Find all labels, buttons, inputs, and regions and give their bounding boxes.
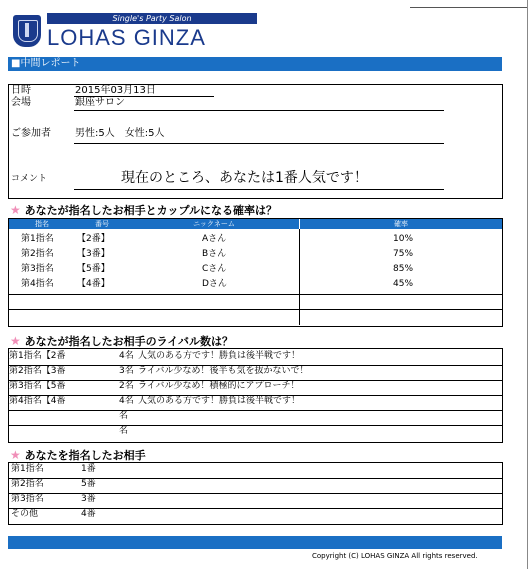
venue-value: 銀座サロン [75, 97, 125, 108]
section3-title: あなたを指名したお相手 [24, 449, 146, 462]
probability-cell: 85% [393, 264, 414, 274]
column-divider [299, 229, 300, 325]
chosen-label: その他 [11, 509, 39, 519]
table-row-divider [9, 294, 502, 295]
nickname-cell: Dさん [202, 279, 227, 289]
report-header-label: ■中間レポート [11, 58, 81, 69]
report-header [8, 57, 502, 71]
chosen-value: 5番 [81, 479, 96, 489]
rank-cell: 第1指名 [21, 234, 54, 244]
participants-underline [74, 142, 444, 144]
probability-cell: 75% [393, 249, 414, 259]
rival-message: ライバル少なめ！後半も気を抜かないで！ [138, 366, 309, 376]
right-edge-line [527, 0, 528, 569]
col-header-nickname: ニックネーム [129, 219, 300, 229]
rival-message: ライバル少なめ！積極的にアプローチ！ [138, 381, 300, 391]
chosen-label: 第3指名 [11, 494, 44, 504]
rank-cell: 第2指名 [21, 249, 54, 259]
rival-label: 第4指名【4番 [9, 396, 66, 406]
number-cell: 【2番】 [77, 234, 110, 244]
col-header-number: 番号 [75, 219, 129, 229]
section2-title-row [10, 333, 233, 349]
chosen-value: 3番 [81, 494, 96, 504]
comment-value: 現在のところ、あなたは1番人気です！ [121, 170, 368, 186]
number-cell: 【5番】 [77, 264, 110, 274]
rival-label: 第1指名【2番 [9, 351, 66, 361]
logo-name: LOHAS GINZA [47, 25, 206, 50]
number-cell: 【3番】 [77, 249, 110, 259]
venue-label: 会場 [11, 97, 31, 108]
table-row-divider [9, 309, 502, 310]
nickname-cell: Bさん [202, 249, 227, 259]
col-header-rank: 指名 [9, 219, 75, 229]
probability-table [8, 218, 503, 327]
comment-label: コメント [11, 174, 48, 184]
rank-cell: 第3指名 [21, 264, 54, 274]
nickname-cell: Cさん [202, 264, 227, 274]
number-cell: 【4番】 [77, 279, 110, 289]
venue-underline [74, 109, 444, 111]
chosen-label: 第2指名 [11, 479, 44, 489]
section3-title-row [10, 447, 146, 463]
probability-cell: 45% [393, 279, 414, 289]
rival-count: 名 [119, 411, 129, 421]
logo-tagline: Single's Party Salon [112, 14, 192, 23]
rival-count: 2名 [119, 381, 134, 391]
rank-cell: 第4指名 [21, 279, 54, 289]
rival-label: 第2指名【3番 [9, 366, 66, 376]
footer-bar [8, 536, 502, 549]
copyright: Copyright (C) LOHAS GINZA All rights reserved. [312, 552, 478, 560]
nickname-cell: Aさん [202, 234, 227, 244]
rival-message: 人気のある方です！勝負は後半戦です！ [138, 396, 301, 406]
list-item [9, 464, 502, 479]
rival-count: 4名 [119, 396, 134, 406]
list-item [9, 426, 502, 440]
crest-icon [13, 15, 41, 47]
list-item [9, 381, 502, 396]
star-icon: ★ [10, 203, 21, 217]
list-item [9, 509, 502, 523]
star-icon: ★ [10, 334, 21, 348]
rival-count: 3名 [119, 366, 134, 376]
rival-count: 名 [119, 426, 129, 436]
list-item [9, 479, 502, 494]
section1-title: あなたが指名したお相手とカップルになる確率は？ [24, 204, 278, 217]
top-divider [410, 7, 528, 8]
participants-label: ご参加者 [11, 128, 51, 139]
info-box [8, 84, 503, 199]
chosen-by-box [8, 462, 503, 525]
comment-underline [74, 188, 444, 190]
date-label: 日時 [11, 85, 31, 96]
star-icon: ★ [10, 448, 21, 462]
rival-message: 人気のある方です！勝負は後半戦です！ [138, 351, 301, 361]
date-value: 2015年03月13日 [75, 85, 156, 96]
logo [13, 13, 263, 53]
list-item [9, 411, 502, 426]
rival-box [8, 348, 503, 443]
rival-label: 第3指名【5番 [9, 381, 66, 391]
chosen-value: 4番 [81, 509, 96, 519]
participants-value: 男性:5人 女性:5人 [75, 128, 165, 139]
list-item [9, 366, 502, 381]
list-item [9, 396, 502, 411]
list-item [9, 351, 502, 366]
section1-title-row [10, 202, 277, 218]
chosen-value: 1番 [81, 464, 96, 474]
col-header-probability: 確率 [300, 219, 503, 229]
probability-cell: 10% [393, 234, 414, 244]
rival-count: 4名 [119, 351, 134, 361]
logo-tagline-bar [47, 13, 257, 24]
section2-title: あなたが指名したお相手のライバル数は？ [24, 335, 234, 348]
list-item [9, 494, 502, 509]
chosen-label: 第1指名 [11, 464, 44, 474]
